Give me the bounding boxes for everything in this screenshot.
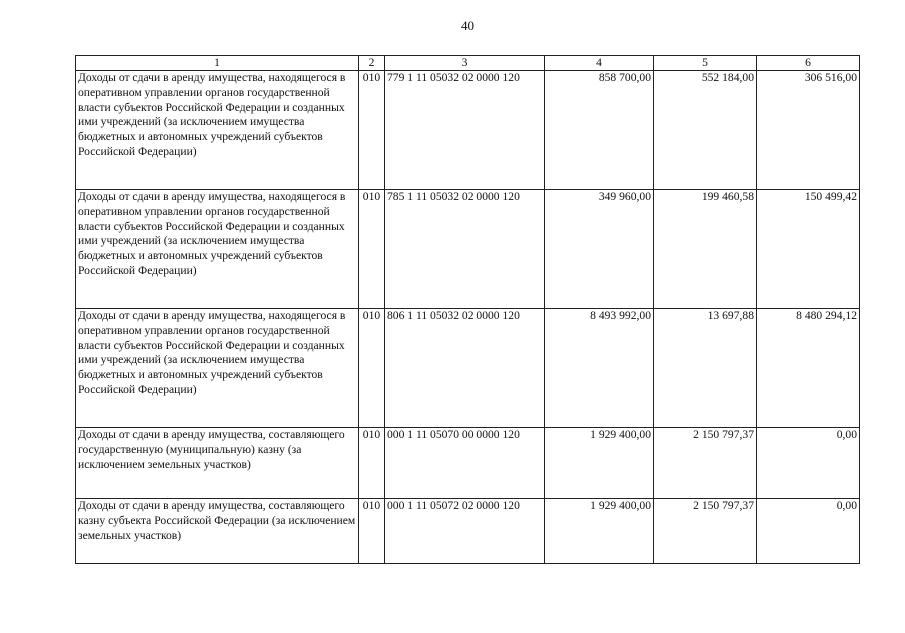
row-value-col5: 2 150 797,37 bbox=[654, 499, 757, 564]
page-number: 40 bbox=[461, 18, 474, 33]
row-value-col5: 13 697,88 bbox=[654, 309, 757, 428]
row-value-col6: 0,00 bbox=[757, 428, 860, 499]
row-budget-code: 806 1 11 05032 02 0000 120 bbox=[385, 309, 545, 428]
row-value-col6: 0,00 bbox=[757, 499, 860, 564]
column-header-3: 3 bbox=[385, 56, 545, 71]
column-header-1: 1 bbox=[76, 56, 359, 71]
table-row bbox=[76, 71, 860, 190]
row-name: Доходы от сдачи в аренду имущества, находящегося в оперативном управлении органов государственной власти субъектов Российской Федерации и созданных ими учреждений (за исключением имущества бюджетных и автономных учреждений субъектов Российской Федерации) bbox=[76, 71, 359, 190]
row-value-col4: 8 493 992,00 bbox=[545, 309, 654, 428]
row-line-code: 010 bbox=[359, 190, 385, 309]
row-budget-code: 000 1 11 05072 02 0000 120 bbox=[385, 499, 545, 564]
row-line-code: 010 bbox=[359, 428, 385, 499]
table-row bbox=[76, 499, 860, 564]
row-line-code: 010 bbox=[359, 71, 385, 190]
row-value-col5: 199 460,58 bbox=[654, 190, 757, 309]
column-header-6: 6 bbox=[757, 56, 860, 71]
row-budget-code: 785 1 11 05032 02 0000 120 bbox=[385, 190, 545, 309]
column-header-4: 4 bbox=[545, 56, 654, 71]
row-name: Доходы от сдачи в аренду имущества, составляющего казну субъекта Российской Федерации (за исключением земельных участков) bbox=[76, 499, 359, 564]
row-line-code: 010 bbox=[359, 499, 385, 564]
table-row bbox=[76, 190, 860, 309]
row-name: Доходы от сдачи в аренду имущества, находящегося в оперативном управлении органов государственной власти субъектов Российской Федерации и созданных ими учреждений (за исключением имущества бюджетных и автономных учреждений субъектов Российской Федерации) bbox=[76, 309, 359, 428]
column-header-5: 5 bbox=[654, 56, 757, 71]
row-budget-code: 000 1 11 05070 00 0000 120 bbox=[385, 428, 545, 499]
row-value-col6: 150 499,42 bbox=[757, 190, 860, 309]
row-value-col6: 306 516,00 bbox=[757, 71, 860, 190]
row-budget-code: 779 1 11 05032 02 0000 120 bbox=[385, 71, 545, 190]
row-line-code: 010 bbox=[359, 309, 385, 428]
row-value-col4: 1 929 400,00 bbox=[545, 428, 654, 499]
row-value-col6: 8 480 294,12 bbox=[757, 309, 860, 428]
row-name: Доходы от сдачи в аренду имущества, составляющего государственную (муниципальную) казну (за исключением земельных участков) bbox=[76, 428, 359, 499]
row-value-col4: 1 929 400,00 bbox=[545, 499, 654, 564]
column-header-2: 2 bbox=[359, 56, 385, 71]
row-value-col4: 858 700,00 bbox=[545, 71, 654, 190]
table-row bbox=[76, 309, 860, 428]
row-name: Доходы от сдачи в аренду имущества, находящегося в оперативном управлении органов государственной власти субъектов Российской Федерации и созданных ими учреждений (за исключением имущества бюджетных и автономных учреждений субъектов Российской Федерации) bbox=[76, 190, 359, 309]
revenue-table bbox=[75, 55, 860, 564]
row-value-col4: 349 960,00 bbox=[545, 190, 654, 309]
row-value-col5: 552 184,00 bbox=[654, 71, 757, 190]
row-value-col5: 2 150 797,37 bbox=[654, 428, 757, 499]
table-header-row bbox=[76, 56, 860, 71]
table-row bbox=[76, 428, 860, 499]
